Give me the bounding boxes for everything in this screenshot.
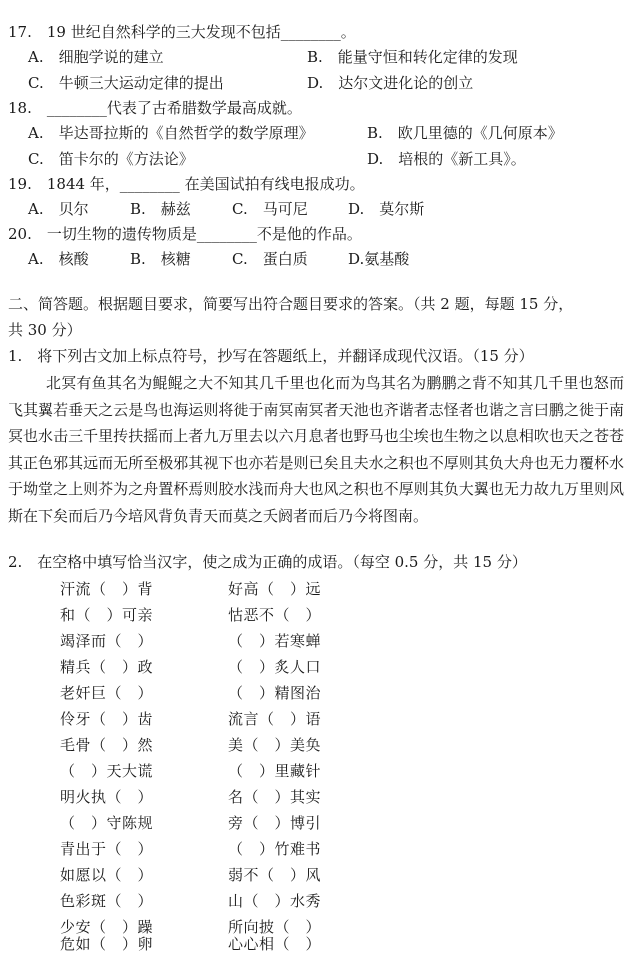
idiom-blank: 汗流（ ）背 [60, 580, 154, 598]
q17-option-a: A. 细胞学说的建立 [28, 48, 164, 66]
classical-passage: 北冥有鱼其名为鲲鲲之大不知其几千里也化而为鸟其名为鹏鹏之背不知其几千里也怒而飞其翼若垂天之云是鸟也海运则将徙于南冥南冥者天池也齐谐者志怪者也谐之言曰鹏之徙于南冥也水击三千里抟扶摇而上者九万里去以六月息者也野马也尘埃也生物之以息相吹也天之苍苍其正色邪其远而无所至极邪其视下也亦若是则已矣且夫水之积也不厚则其负大舟也无力覆杯水于坳堂之上则芥为之舟置杯焉则胶水浅而舟大也风之积也不厚则其负大翼也无力故九万里则风斯在下矣而后乃今培风背负青天而莫之夭阏者而后乃今将图南。 [8, 374, 624, 525]
idiom-blank: 少安（ ）躁 [60, 918, 154, 936]
idiom-blank: （ ）精图治 [228, 684, 322, 702]
idiom-blank: 旁（ ）博引 [228, 814, 322, 832]
question-17: 17. 19 世纪自然科学的三大发现不包括________。 [8, 23, 356, 41]
q18-option-d: D. 培根的《新工具》。 [367, 150, 526, 168]
q19-option-c: C. 马可尼 [232, 200, 308, 218]
idiom-blank: 危如（ ）卵 [60, 935, 154, 953]
idiom-blank: 伶牙（ ）齿 [60, 710, 154, 728]
q20-option-b: B. 核糖 [130, 250, 191, 268]
idiom-blank: 如愿以（ ） [60, 866, 154, 884]
idiom-blank: 心心相（ ） [228, 935, 322, 953]
q17-option-b: B. 能量守恒和转化定律的发现 [307, 48, 518, 66]
section-2-heading-cont: 共 30 分） [8, 321, 82, 339]
q18-option-b: B. 欧几里德的《几何原本》 [367, 124, 563, 142]
short-question-2: 2. 在空格中填写恰当汉字，使之成为正确的成语。（每空 0.5 分，共 15 分） [8, 553, 527, 571]
idiom-blank: 弱不（ ）风 [228, 866, 322, 884]
q20-option-c: C. 蛋白质 [232, 250, 308, 268]
q18-option-c: C. 笛卡尔的《方法论》 [28, 150, 194, 168]
idiom-blank: 毛骨（ ）然 [60, 736, 154, 754]
idiom-blank: （ ）竹难书 [228, 840, 322, 858]
idiom-blank: 青出于（ ） [60, 840, 154, 858]
idiom-blank: 山（ ）水秀 [228, 892, 322, 910]
idiom-blank: （ ）炙人口 [228, 658, 322, 676]
idiom-blank: 流言（ ）语 [228, 710, 322, 728]
idiom-blank: （ ）守陈规 [60, 814, 154, 832]
q20-option-d: D.氨基酸 [348, 250, 410, 268]
idiom-blank: 怙恶不（ ） [228, 606, 322, 624]
question-19: 19. 1844 年，________ 在美国试拍有线电报成功。 [8, 175, 365, 193]
q19-option-a: A. 贝尔 [28, 200, 89, 218]
q17-option-c: C. 牛顿三大运动定律的提出 [28, 74, 224, 92]
q19-option-b: B. 赫兹 [130, 200, 191, 218]
idiom-blank: （ ）若寒蝉 [228, 632, 322, 650]
idiom-blank: 明火执（ ） [60, 788, 154, 806]
q18-option-a: A. 毕达哥拉斯的《自然哲学的数学原理》 [28, 124, 314, 142]
idiom-blank: 名（ ）其实 [228, 788, 322, 806]
q20-option-a: A. 核酸 [28, 250, 89, 268]
idiom-blank: 和（ ）可亲 [60, 606, 154, 624]
idiom-blank: 老奸巨（ ） [60, 684, 154, 702]
q17-option-d: D. 达尔文进化论的创立 [307, 74, 474, 92]
idiom-blank: 色彩斑（ ） [60, 892, 154, 910]
question-20: 20. 一切生物的遗传物质是________不是他的作品。 [8, 225, 362, 243]
short-question-1: 1. 将下列古文加上标点符号，抄写在答题纸上，并翻译成现代汉语。（15 分） [8, 347, 534, 365]
section-2-heading: 二、简答题。根据题目要求，简要写出符合题目要求的答案。（共 2 题，每题 15 分， [8, 295, 574, 313]
q19-option-d: D. 莫尔斯 [348, 200, 425, 218]
idiom-blank: 所向披（ ） [228, 918, 322, 936]
idiom-blank: 精兵（ ）政 [60, 658, 154, 676]
idiom-blank: 美（ ）美奂 [228, 736, 322, 754]
idiom-blank: （ ）里藏针 [228, 762, 322, 780]
idiom-blank: 好高（ ）远 [228, 580, 322, 598]
idiom-blank: （ ）天大谎 [60, 762, 154, 780]
idiom-blank: 竭泽而（ ） [60, 632, 154, 650]
question-18: 18. ________代表了古希腊数学最高成就。 [8, 99, 302, 117]
